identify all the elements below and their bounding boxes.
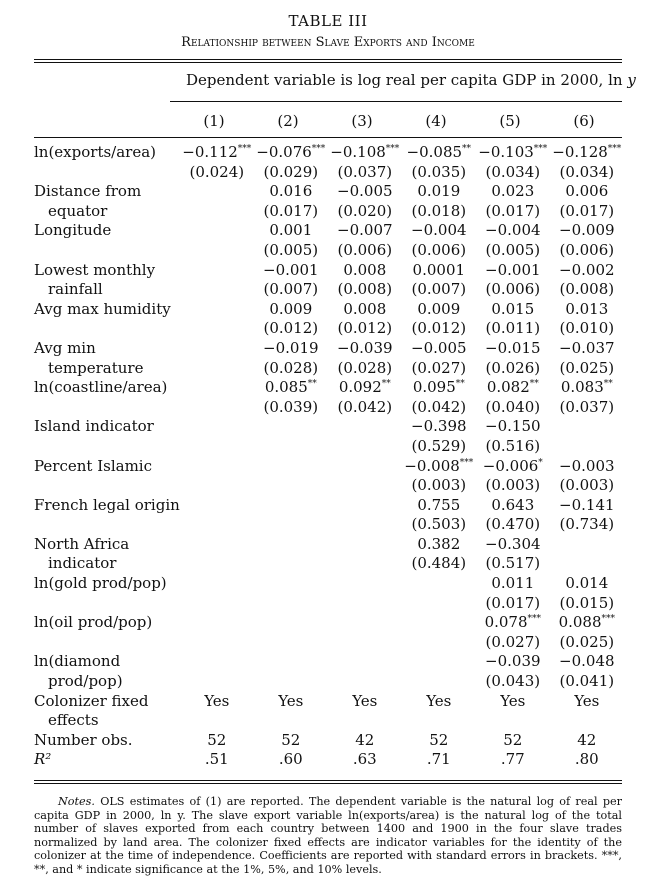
coefficient-cell: Yes <box>278 691 304 710</box>
coefficient-cell: −0.005 <box>337 182 393 201</box>
coefficient-cell <box>328 613 402 633</box>
coefficient-cell <box>402 652 476 672</box>
significance-stars: *** <box>237 144 252 154</box>
std-error-cell <box>180 554 254 574</box>
coefficient-cell: −0.003 <box>559 456 615 475</box>
coefficient-cell: 0.008 <box>343 260 387 279</box>
coefficient-cell: 0.014 <box>565 574 609 593</box>
significance-stars: * <box>538 457 543 468</box>
std-error-cell <box>328 554 402 574</box>
coefficient-cell: −0.009 <box>559 221 615 240</box>
coefficient-cell <box>254 613 328 633</box>
column-header-3: (3) <box>351 112 373 130</box>
significance-stars: *** <box>533 144 548 154</box>
std-error-cell: (0.005) <box>485 240 541 259</box>
std-error-cell: (0.011) <box>485 319 541 338</box>
std-error-cell: (0.040) <box>485 397 541 416</box>
coefficient-cell <box>254 652 328 672</box>
row-label-continued <box>34 437 180 457</box>
row-label: Distance from <box>34 182 142 201</box>
coefficient-cell: 0.382 <box>417 534 461 553</box>
std-error-cell <box>180 359 254 379</box>
column-header-4: (4) <box>425 112 447 130</box>
std-error-cell <box>180 476 254 496</box>
coefficient-cell: Yes <box>426 691 452 710</box>
coefficient-cell <box>328 535 402 555</box>
table-row-se <box>34 280 624 300</box>
row-label: North Africa <box>34 534 130 553</box>
table-row <box>34 143 624 163</box>
coefficient-cell: 0.008 <box>343 299 387 318</box>
std-error-cell: (0.028) <box>263 358 319 377</box>
table-row <box>34 457 624 477</box>
coefficient-cell: Yes <box>500 691 526 710</box>
stats-row <box>34 731 624 751</box>
coefficient-cell: −0.039 <box>337 338 393 357</box>
std-error-cell: (0.006) <box>485 280 541 299</box>
coefficient-cell <box>180 339 254 359</box>
std-error-cell: (0.517) <box>485 554 541 573</box>
row-label-continued <box>34 594 180 614</box>
std-error-cell <box>180 319 254 339</box>
std-error-cell: (0.003) <box>559 476 615 495</box>
std-error-cell: (0.025) <box>559 632 615 651</box>
coefficient-cell: −0.001 <box>485 260 541 279</box>
row-label-continued: effects <box>48 711 99 730</box>
std-error-cell: (0.012) <box>337 319 393 338</box>
row-label: ln(diamond <box>34 652 121 671</box>
row-label: Avg min <box>34 338 96 357</box>
header-rule <box>170 101 622 102</box>
std-error-cell: (0.008) <box>559 280 615 299</box>
std-error-cell: (0.027) <box>485 632 541 651</box>
row-label: Avg max humidity <box>34 299 171 318</box>
table-row-se <box>34 476 624 496</box>
stats-label: Number obs. <box>34 730 133 749</box>
std-error-cell <box>254 476 328 496</box>
table-row-se <box>34 241 624 261</box>
coefficient-cell <box>254 417 328 437</box>
table-row-se <box>34 711 624 731</box>
stats-label <box>34 750 180 770</box>
coefficient-cell <box>254 496 328 516</box>
std-error-cell: (0.041) <box>559 672 615 691</box>
coefficient-cell: −0.006* <box>482 456 543 475</box>
coefficient-cell: −0.085** <box>406 143 472 161</box>
row-label-continued <box>34 398 180 418</box>
std-error-cell: (0.484) <box>411 554 467 573</box>
std-error-cell: (0.037) <box>559 397 615 416</box>
coefficient-cell <box>180 417 254 437</box>
stats-value: .80 <box>574 750 599 769</box>
std-error-cell: (0.042) <box>411 397 467 416</box>
std-error-cell: (0.012) <box>411 319 467 338</box>
coefficient-cell <box>180 378 254 398</box>
significance-stars: ** <box>462 144 472 154</box>
std-error-cell <box>180 711 254 731</box>
row-label-continued: rainfall <box>48 280 103 299</box>
std-error-cell <box>180 280 254 300</box>
column-header-5: (5) <box>499 112 521 130</box>
row-label-continued <box>34 163 180 183</box>
std-error-cell <box>328 594 402 614</box>
coefficient-cell: −0.112*** <box>182 143 252 161</box>
std-error-cell: (0.017) <box>485 593 541 612</box>
std-error-cell: (0.025) <box>559 358 615 377</box>
coefficient-cell: −0.037 <box>559 338 615 357</box>
coefficient-cell <box>180 300 254 320</box>
table-row <box>34 652 624 672</box>
regression-table <box>34 143 624 770</box>
std-error-cell: (0.003) <box>485 476 541 495</box>
std-error-cell <box>254 594 328 614</box>
stats-value: 42 <box>577 730 597 749</box>
stats-value: .51 <box>204 750 229 769</box>
coefficient-cell <box>180 496 254 516</box>
coefficient-cell <box>328 574 402 594</box>
coefficient-cell <box>328 417 402 437</box>
coefficient-cell: Yes <box>204 691 230 710</box>
std-error-cell <box>328 672 402 692</box>
table-row <box>34 535 624 555</box>
top-rule-2 <box>34 62 622 63</box>
std-error-cell: (0.028) <box>337 358 393 377</box>
coefficient-cell: 0.092** <box>338 378 391 397</box>
std-error-cell: (0.007) <box>411 280 467 299</box>
coefficient-cell <box>180 652 254 672</box>
notes-text: OLS estimates of (1) are reported. The dependent variable is the natural log of real per capita GDP in 2000, ln y. The slave export variable ln(exports/area) is the natural log of the total number of slaves exported from each country between 1400 and 1900 in the four slave trades normalized by land area. The colonizer fixed effects are indicator variables for the identity of the colonizer at the time of independence. Coefficients are reported with standard errors in brackets. ***, **, and * indicate significance at the 1%, 5%, and 10% levels. <box>34 795 623 876</box>
std-error-cell: (0.024) <box>189 162 245 181</box>
std-error-cell <box>180 398 254 418</box>
table-row-se <box>34 163 624 183</box>
coefficient-cell <box>328 652 402 672</box>
dependent-variable-heading <box>186 71 636 89</box>
table-row <box>34 300 624 320</box>
std-error-cell: (0.008) <box>337 280 393 299</box>
std-error-cell <box>180 202 254 222</box>
row-label: ln(exports/area) <box>34 143 157 161</box>
table-title: TABLE III <box>288 12 368 30</box>
std-error-cell: (0.029) <box>263 162 319 181</box>
column-header-1: (1) <box>203 112 225 130</box>
std-error-cell <box>180 633 254 653</box>
significance-stars: ** <box>455 379 465 390</box>
std-error-cell <box>254 633 328 653</box>
std-error-cell <box>476 711 550 731</box>
significance-stars: *** <box>385 144 400 154</box>
coefficient-cell: 0.001 <box>269 221 313 240</box>
std-error-cell <box>550 554 624 574</box>
std-error-cell: (0.017) <box>263 201 319 220</box>
significance-stars: ** <box>603 379 613 390</box>
table-row <box>34 339 624 359</box>
row-label: Lowest monthly <box>34 260 156 279</box>
std-error-cell <box>328 437 402 457</box>
significance-stars: *** <box>607 144 622 154</box>
table-row <box>34 417 624 437</box>
coefficient-cell: −0.141 <box>559 495 615 514</box>
std-error-cell <box>180 515 254 535</box>
std-error-cell: (0.516) <box>485 436 541 455</box>
table-row-se <box>34 594 624 614</box>
row-label-continued: equator <box>48 201 108 220</box>
coefficient-cell <box>402 574 476 594</box>
std-error-cell: (0.042) <box>337 397 393 416</box>
coefficient-cell: 0.015 <box>491 299 535 318</box>
significance-stars: ** <box>381 379 391 390</box>
coefficient-cell <box>180 457 254 477</box>
coefficient-cell: −0.005 <box>411 338 467 357</box>
std-error-cell: (0.018) <box>411 201 467 220</box>
stats-value: 52 <box>503 730 523 749</box>
coefficient-cell: 0.083** <box>560 378 613 397</box>
table-row-se <box>34 319 624 339</box>
coefficient-cell: −0.048 <box>559 652 615 671</box>
coefficient-cell: 0.0001 <box>412 260 466 279</box>
coefficient-cell: 0.078*** <box>484 613 542 632</box>
coefficient-cell: 0.009 <box>417 299 461 318</box>
row-label-continued <box>34 319 180 339</box>
bottom-rule-1 <box>34 780 622 781</box>
coefficient-cell: 0.013 <box>565 299 609 318</box>
coefficient-cell: 0.095** <box>412 378 465 397</box>
table-row <box>34 261 624 281</box>
row-label-continued <box>34 633 180 653</box>
coefficient-cell: −0.007 <box>337 221 393 240</box>
stats-value: 52 <box>429 730 449 749</box>
coefficient-cell: −0.103*** <box>478 143 548 161</box>
stats-value: 52 <box>207 730 227 749</box>
std-error-cell: (0.035) <box>411 162 467 181</box>
stats-value: 42 <box>355 730 375 749</box>
coefficient-cell: 0.011 <box>491 574 535 593</box>
std-error-cell <box>328 476 402 496</box>
coefficient-cell: 0.016 <box>269 182 313 201</box>
coefficient-cell <box>254 457 328 477</box>
row-label: ln(gold prod/pop) <box>34 574 167 593</box>
std-error-cell: (0.037) <box>337 162 393 181</box>
std-error-cell <box>180 437 254 457</box>
coefficient-cell: −0.004 <box>485 221 541 240</box>
coefficient-cell: 0.085** <box>264 378 317 397</box>
std-error-cell: (0.017) <box>559 201 615 220</box>
coefficient-cell: 0.643 <box>491 495 535 514</box>
std-error-cell <box>254 672 328 692</box>
coefficient-cell: 0.088*** <box>558 613 616 632</box>
coefficient-cell <box>180 221 254 241</box>
table-row-se <box>34 398 624 418</box>
coefficient-cell <box>180 182 254 202</box>
stats-value: .63 <box>352 750 377 769</box>
row-label: Island indicator <box>34 417 154 436</box>
coefficient-cell <box>402 613 476 633</box>
std-error-cell: (0.017) <box>485 201 541 220</box>
coefficient-cell: −0.019 <box>263 338 319 357</box>
table-row-se <box>34 515 624 535</box>
std-error-cell <box>328 711 402 731</box>
stats-value: .60 <box>278 750 303 769</box>
std-error-cell: (0.734) <box>559 515 615 534</box>
std-error-cell: (0.039) <box>263 397 319 416</box>
coefficient-cell: −0.039 <box>485 652 541 671</box>
std-error-cell <box>254 711 328 731</box>
stats-value: 52 <box>281 730 301 749</box>
row-label-continued: temperature <box>48 358 144 377</box>
coefficient-cell: −0.304 <box>485 534 541 553</box>
coefficient-cell: −0.128*** <box>552 143 622 161</box>
std-error-cell <box>550 437 624 457</box>
coefficient-cell: −0.002 <box>559 260 615 279</box>
significance-stars: *** <box>459 457 474 468</box>
depvar-symbol: y <box>627 71 636 89</box>
std-error-cell: (0.503) <box>411 515 467 534</box>
std-error-cell <box>328 515 402 535</box>
row-label-continued: prod/pop) <box>48 672 123 691</box>
significance-stars: *** <box>527 614 542 625</box>
notes-lead: Notes. <box>58 795 95 808</box>
coefficient-cell <box>254 535 328 555</box>
std-error-cell <box>402 594 476 614</box>
std-error-cell <box>402 633 476 653</box>
row-label-continued <box>34 515 180 535</box>
coefficient-cell: −0.108*** <box>330 143 400 161</box>
coefficient-cell: Yes <box>352 691 378 710</box>
std-error-cell: (0.034) <box>485 162 541 181</box>
row-label: Colonizer fixed <box>34 691 149 710</box>
std-error-cell: (0.005) <box>263 240 319 259</box>
std-error-cell: (0.003) <box>411 476 467 495</box>
coefficient-cell <box>180 613 254 633</box>
std-error-cell: (0.034) <box>559 162 615 181</box>
stats-value: .71 <box>426 750 451 769</box>
significance-stars: ** <box>307 379 317 390</box>
coefficient-cell <box>180 535 254 555</box>
std-error-cell: (0.010) <box>559 319 615 338</box>
std-error-cell: (0.529) <box>411 436 467 455</box>
coefficient-cell: 0.009 <box>269 299 313 318</box>
std-error-cell: (0.006) <box>337 240 393 259</box>
std-error-cell <box>180 241 254 261</box>
row-label: ln(oil prod/pop) <box>34 613 153 632</box>
significance-stars: ** <box>529 379 539 390</box>
coefficient-cell: 0.023 <box>491 182 535 201</box>
top-rule-1 <box>34 59 622 60</box>
stats-value: .77 <box>500 750 525 769</box>
bottom-rule-2 <box>34 783 622 784</box>
column-header-6: (6) <box>573 112 595 130</box>
table-row-se <box>34 633 624 653</box>
std-error-cell <box>254 554 328 574</box>
coefficient-cell: −0.076*** <box>256 143 326 161</box>
std-error-cell <box>550 711 624 731</box>
coefficient-cell <box>254 574 328 594</box>
depvar-text: Dependent variable is log real per capita GDP in 2000, ln <box>186 71 623 89</box>
coefficient-cell <box>180 261 254 281</box>
row-label: Longitude <box>34 221 112 240</box>
std-error-cell <box>180 594 254 614</box>
coefficient-cell: 0.755 <box>417 495 461 514</box>
std-error-cell <box>180 672 254 692</box>
column-rule <box>34 137 622 138</box>
std-error-cell: (0.027) <box>411 358 467 377</box>
std-error-cell <box>254 437 328 457</box>
coefficient-cell <box>550 535 624 555</box>
coefficient-cell: 0.082** <box>486 378 539 397</box>
row-label: ln(coastline/area) <box>34 378 168 397</box>
std-error-cell: (0.006) <box>411 240 467 259</box>
coefficient-cell: −0.150 <box>485 417 541 436</box>
coefficient-cell: 0.006 <box>565 182 609 201</box>
table-row <box>34 574 624 594</box>
std-error-cell <box>402 711 476 731</box>
table-row-se <box>34 672 624 692</box>
coefficient-cell <box>328 457 402 477</box>
table-row <box>34 613 624 633</box>
coefficient-cell <box>328 496 402 516</box>
table-row <box>34 182 624 202</box>
table-row-se <box>34 554 624 574</box>
r-squared-label: R² <box>34 750 52 769</box>
row-label-continued <box>34 476 180 496</box>
table-subtitle: Relationship between Slave Exports and Income <box>181 35 475 50</box>
table-row <box>34 692 624 712</box>
std-error-cell: (0.006) <box>559 240 615 259</box>
coefficient-cell: −0.398 <box>411 417 467 436</box>
coefficient-cell: −0.015 <box>485 338 541 357</box>
table-row <box>34 221 624 241</box>
table-row <box>34 378 624 398</box>
std-error-cell: (0.043) <box>485 672 541 691</box>
std-error-cell <box>254 515 328 535</box>
coefficient-cell: Yes <box>574 691 600 710</box>
std-error-cell: (0.012) <box>263 319 319 338</box>
coefficient-cell: −0.008*** <box>404 456 474 475</box>
coefficient-cell <box>180 574 254 594</box>
coefficient-cell <box>550 417 624 437</box>
significance-stars: *** <box>601 614 616 625</box>
row-label: Percent Islamic <box>34 456 152 475</box>
std-error-cell: (0.026) <box>485 358 541 377</box>
std-error-cell: (0.470) <box>485 515 541 534</box>
table-row-se <box>34 359 624 379</box>
column-header-2: (2) <box>277 112 299 130</box>
row-label-continued <box>34 241 180 261</box>
std-error-cell: (0.020) <box>337 201 393 220</box>
table-row-se <box>34 437 624 457</box>
std-error-cell: (0.007) <box>263 280 319 299</box>
stats-row <box>34 750 624 770</box>
std-error-cell <box>328 633 402 653</box>
table-row-se <box>34 202 624 222</box>
row-label: French legal origin <box>34 495 180 514</box>
row-label-continued: indicator <box>48 554 117 573</box>
coefficient-cell: −0.004 <box>411 221 467 240</box>
table-notes <box>34 795 622 877</box>
std-error-cell: (0.015) <box>559 593 615 612</box>
std-error-cell <box>402 672 476 692</box>
coefficient-cell: 0.019 <box>417 182 461 201</box>
significance-stars: *** <box>311 144 326 154</box>
table-row <box>34 496 624 516</box>
coefficient-cell: −0.001 <box>263 260 319 279</box>
